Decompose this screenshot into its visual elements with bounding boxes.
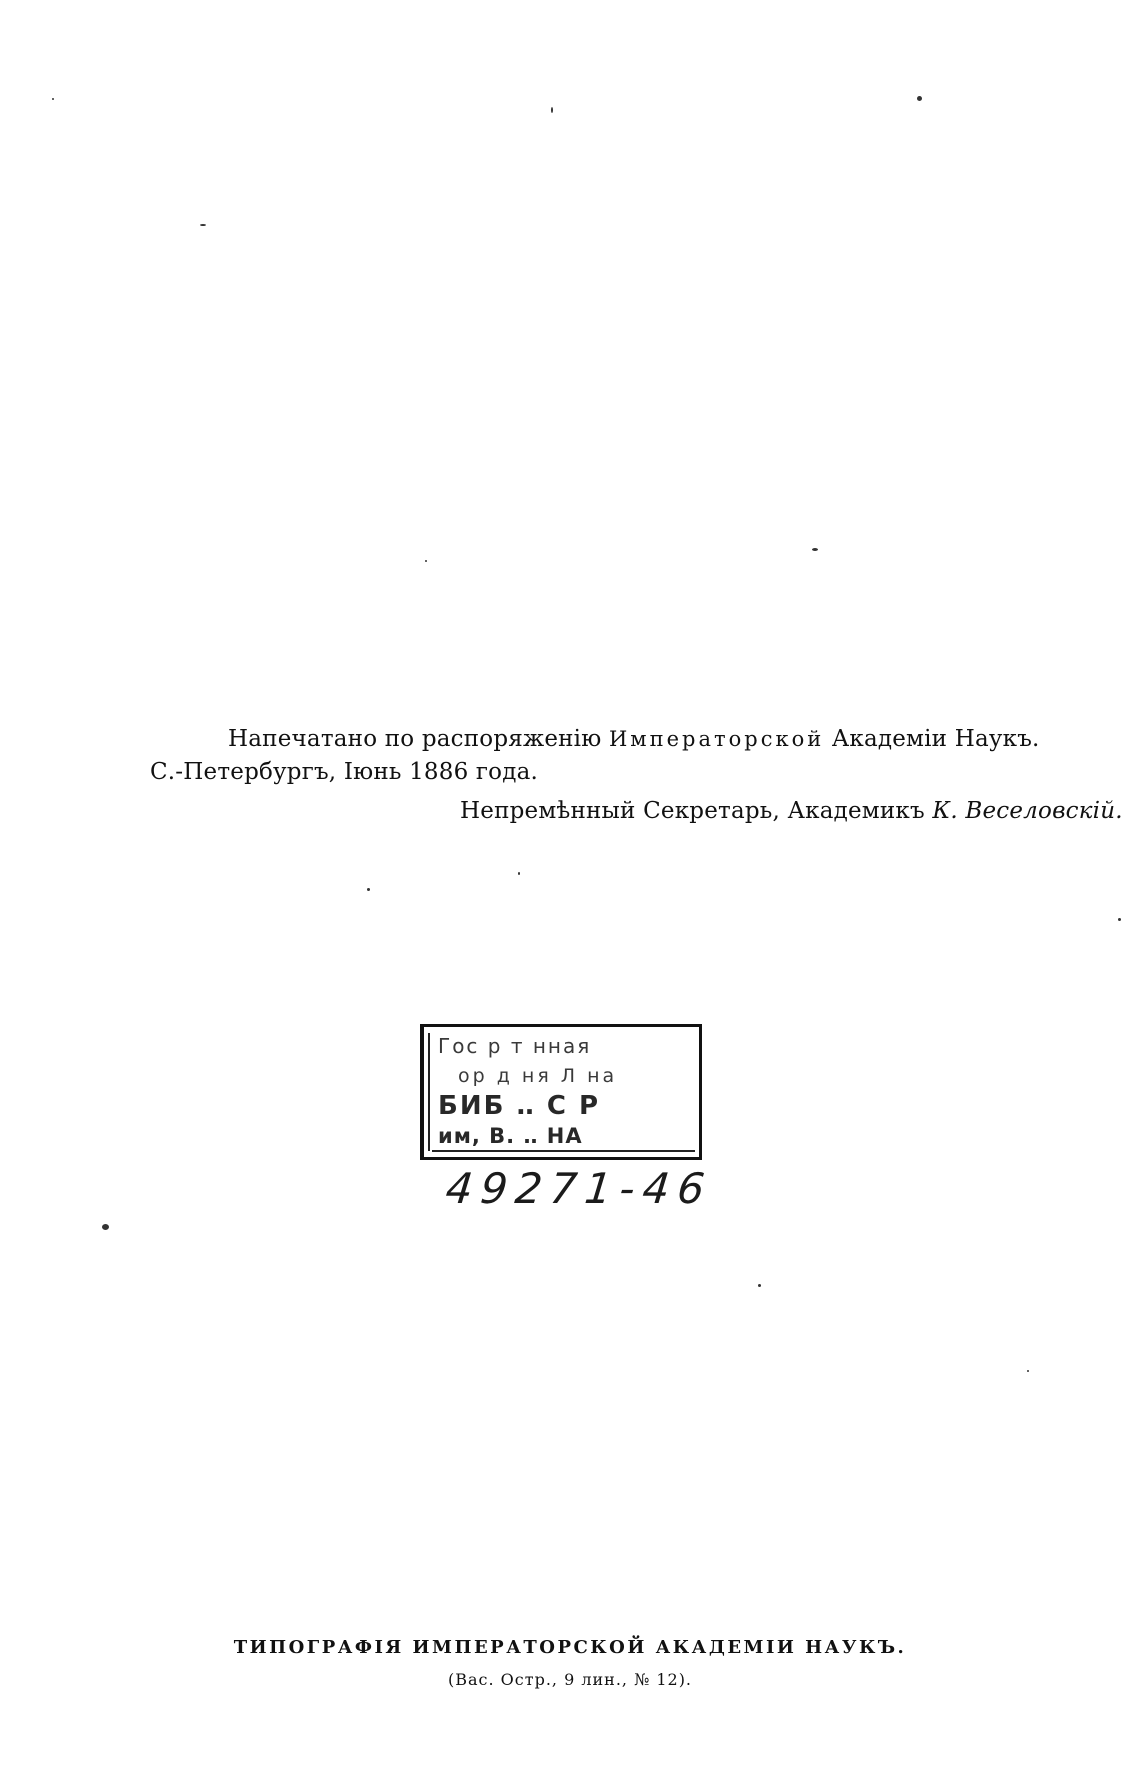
imprint-authorization-line [228,726,1040,752]
scan-speck [518,872,520,875]
printer-name: ТИПОГРАФІЯ ИМПЕРАТОРСКОЙ АКАДЕМІИ НАУКЪ. [233,1637,907,1658]
scan-speck [367,888,370,891]
imprint-secretary-line [460,798,1123,824]
imprint-spaced-text: Императорской [608,727,825,751]
scan-speck [200,224,206,226]
scan-speck [917,96,922,101]
scan-speck [425,560,427,562]
stamp-line: им, В. ‥ НА [438,1124,583,1148]
secretary-title: Непремѣнный Секретарь, Академикъ [460,798,925,824]
scan-speck [52,98,54,100]
secretary-name: К. Веселовскій. [932,798,1123,824]
scan-speck [551,107,553,113]
scan-speck [1118,918,1121,921]
printer-address: (Вас. Остр., 9 лин., № 12). [447,1670,693,1689]
handwritten-inventory-number: 49271-46 [443,1164,715,1213]
imprint-text: Напечатано по распоряженію [228,726,602,752]
scan-speck [1027,1370,1029,1372]
imprint-text: Академіи Наукъ. [831,726,1040,752]
scan-speck [102,1224,109,1230]
scan-speck [812,548,818,551]
scan-speck [758,1284,761,1287]
stamp-line: БИБ ‥ С Р [438,1091,601,1121]
stamp-line: Гос р т нная [438,1034,592,1058]
stamp-line: ор д ня Л на [458,1065,618,1087]
imprint-place-date-line: С.-Петербургъ, Іюнь 1886 года. [150,759,539,785]
library-stamp [420,1024,702,1160]
